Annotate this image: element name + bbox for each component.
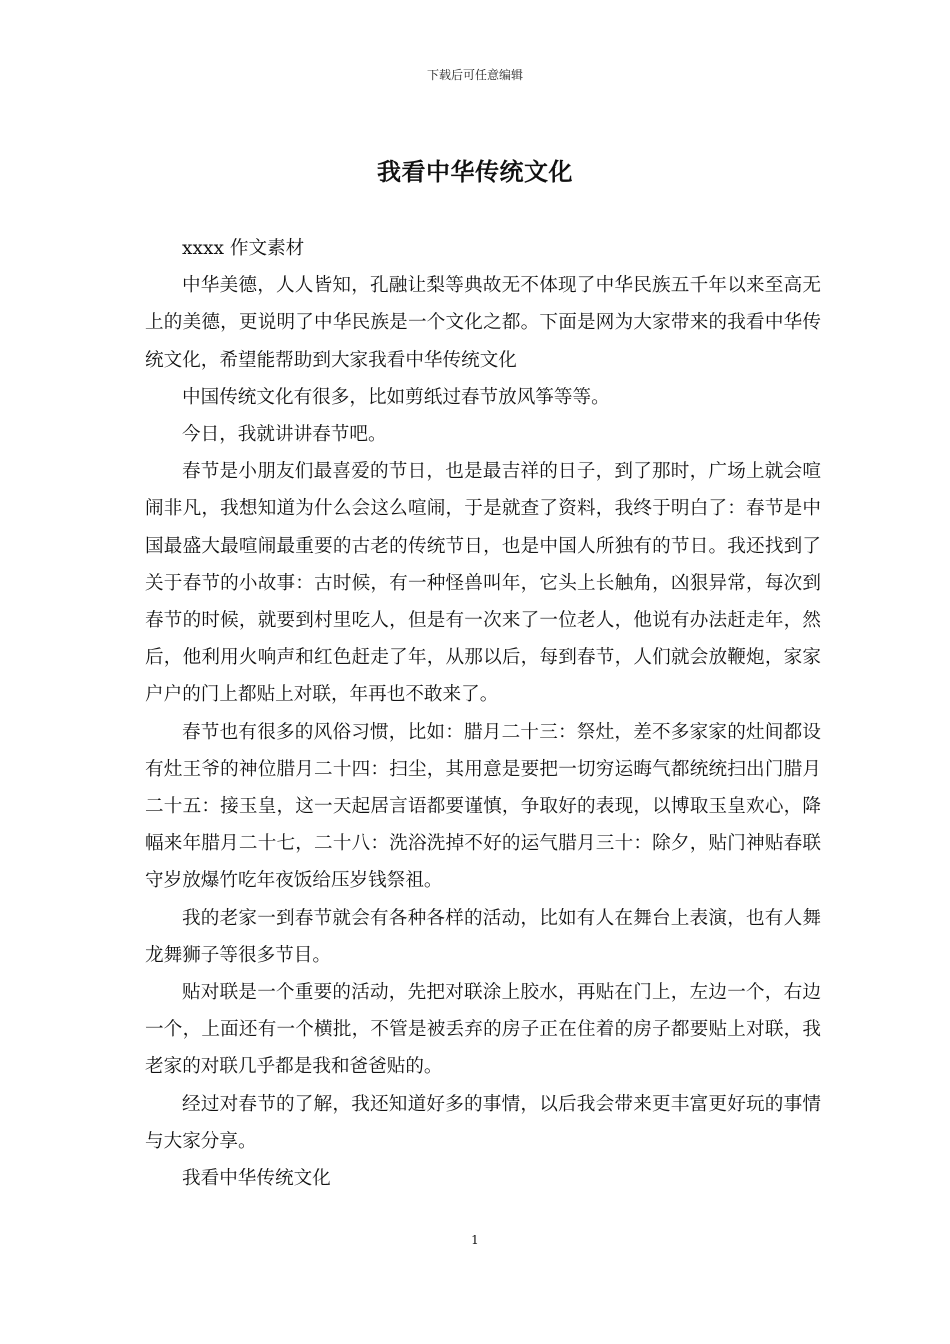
paragraph: 今日，我就讲讲春节吧。	[182, 424, 387, 446]
header-note: 下载后可任意编辑	[426, 68, 523, 82]
paragraph: 经过对春节的了解，我还知道好多的事情，以后我会带来更丰富更好玩的事情与大家分享。	[145, 1093, 821, 1152]
paragraph: 我看中华传统文化	[182, 1168, 331, 1190]
paragraph: xxxx 作文素材	[182, 238, 305, 259]
paragraph: 贴对联是一个重要的活动，先把对联涂上胶水，再贴在门上，左边一个，右边一个，上面还有一个横批，不管是被丢弃的房子正在住着的房子都要贴上对联，我老家的对联几乎都是我和爸爸贴的。	[145, 982, 821, 1078]
page-number: 1	[471, 1233, 479, 1247]
paragraph: 我的老家一到春节就会有各种各样的活动，比如有人在舞台上表演，也有人舞龙舞狮子等很多节目。	[145, 907, 821, 966]
paragraph: 春节也有很多的风俗习惯，比如：腊月二十三：祭灶，差不多家家的灶间都设有灶王爷的神位腊月二十四：扫尘，其用意是要把一切穷运晦气都统统扫出门腊月二十五：接玉皇，这一天起居言语都要谨慎，争取好的表现，以博取玉皇欢心，降幅来年腊月二十七，二十八：洗浴洗掉不好的运气腊月三十：除夕，贴门神贴春联守岁放爆竹吃年夜饭给压岁钱祭祖。	[145, 721, 821, 892]
paragraph: 中华美德，人人皆知，孔融让梨等典故无不体现了中华民族五千年以来至高无上的美德，更说明了中华民族是一个文化之都。下面是网为大家带来的我看中华传统文化，希望能帮助到大家我看中华传统文化	[145, 275, 821, 371]
paragraph: 春节是小朋友们最喜爱的节日，也是最吉祥的日子，到了那时，广场上就会喧闹非凡，我想知道为什么会这么喧闹，于是就查了资料，我终于明白了：春节是中国最盛大最喧闹最重要的古老的传统节日，也是中国人所独有的节日。我还找到了关于春节的小故事：古时候，有一种怪兽叫年，它头上长触角，凶狠异常，每次到春节的时候，就要到村里吃人，但是有一次来了一位老人，他说有办法赶走年，然后，他利用火响声和红色赶走了年，从那以后，每到春节，人们就会放鞭炮，家家户户的门上都贴上对联，年再也不敢来了。	[145, 461, 821, 706]
document-body	[145, 230, 821, 1197]
paragraph: 中国传统文化有很多，比如剪纸过春节放风筝等等。	[182, 386, 610, 408]
document-title: 我看中华传统文化	[377, 157, 573, 186]
